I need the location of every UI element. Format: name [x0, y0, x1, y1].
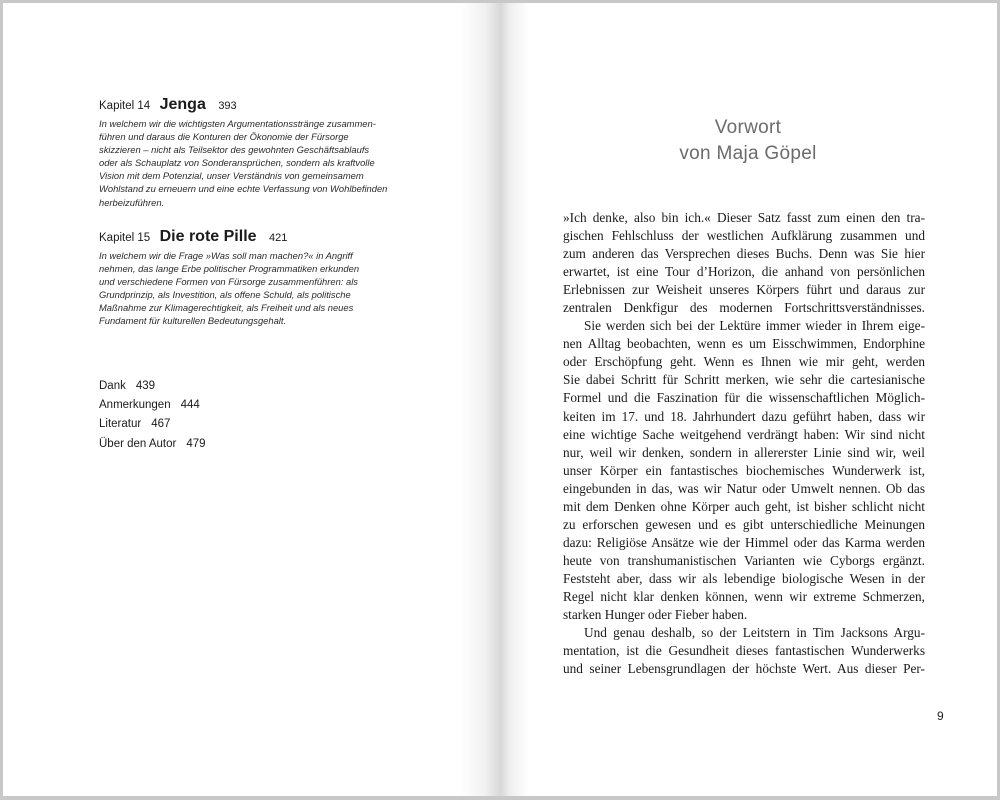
toc-item-label: Über den Autor — [99, 437, 177, 450]
text-line: dazu: Religiöse Ansätze wie der Himmel oder das Karma werden — [563, 534, 925, 550]
toc-chapter-15 — [99, 228, 444, 328]
paragraph — [563, 317, 925, 624]
text-line: Sie werden sich bei der Lektüre immer wieder in Ihrem eige- — [584, 318, 925, 334]
right-page-foreword — [500, 3, 997, 796]
text-line: mit dem Denken ohne Körper auch geht, ist bisher schlicht nicht — [563, 498, 925, 514]
toc-chapter-14 — [99, 96, 444, 209]
description-line: skizzieren – nicht als Teilsektor des gewohnten Geschäftsablaufs — [99, 144, 370, 156]
toc-item-ueber-den-autor — [99, 435, 319, 454]
left-page-table-of-contents — [3, 3, 500, 796]
toc-item-label: Anmerkungen — [99, 399, 171, 412]
text-line: Erlebnissen zur Weisheit unseres Körpers führt und daraus zur — [563, 282, 925, 298]
text-line: unser Körper ein fantastisches biochemisches Wunderwerk ist, — [563, 462, 925, 478]
description-line: Wohlstand zu erneuern und eine echte Verfassung von Wohlbefinden — [99, 183, 388, 195]
toc-item-page: 467 — [151, 418, 171, 431]
description-line: oder als Schauplatz von Sonderansprüchen, sondern als kraftvolle — [99, 157, 375, 169]
text-line: nur, weil wir denken, sondern in allererster Linie sind wir, weil — [563, 444, 925, 460]
foreword-author: von Maja Göpel — [679, 143, 817, 164]
toc-item-literatur — [99, 415, 319, 434]
text-line: gischen Fehlschluss der westlichen Aufklärung zusammen und — [563, 228, 925, 244]
description-line: und verschiedene Formen von Fürsorge zusammenführen: als — [99, 276, 358, 288]
text-line: eingebunden in das, was wir Natur oder Umwelt nennen. Ob das — [563, 480, 925, 496]
toc-item-label: Literatur — [99, 418, 142, 431]
toc-item-anmerkungen — [99, 396, 319, 415]
text-line: Feststeht aber, dass wir als lebendige biologische Wesen in der — [563, 570, 925, 586]
text-line: Formel und die Faszination für die wissenschaftlichen Möglich- — [563, 390, 925, 406]
book-spread — [3, 3, 997, 796]
foreword-body — [563, 209, 925, 678]
text-line: Sie dabei Schritt für Schritt merken, wie sehr die cartesianische — [563, 372, 925, 388]
chapter-description — [99, 117, 444, 209]
description-line: Fundament für kulturellen Bedeutungsgehalt. — [99, 315, 287, 327]
text-line: keiten im 17. und 18. Jahrhundert dazu geführt haben, dass wir — [563, 408, 925, 424]
chapter-heading — [99, 96, 444, 114]
paragraph — [563, 209, 925, 317]
chapter-heading — [99, 228, 444, 246]
description-line: führen und daraus die Konturen der Ökonomie der Fürsorge — [99, 131, 349, 143]
paragraph — [563, 624, 925, 678]
toc-backmatter-list — [99, 377, 319, 454]
text-line: und seiner Lebensgrundlagen der höchste Wert. Aus dieser Per- — [563, 661, 925, 677]
description-line: Vision mit dem Potenzial, unser Verständnis von gemeinsamem — [99, 170, 364, 182]
text-line: zum anderen das Versprechen dieses Buchs. Denn was Sie hier — [563, 246, 925, 262]
chapter-page-number: 421 — [268, 232, 288, 244]
chapter-label: Kapitel 15 — [99, 232, 151, 244]
text-line: Und genau deshalb, so der Leitstern in Tim Jacksons Argu- — [584, 625, 925, 641]
text-line: »Ich denke, also bin ich.« Dieser Satz fasst zum einen den tra- — [563, 210, 925, 225]
foreword-title: Vorwort — [714, 117, 782, 138]
chapter-page-number: 393 — [218, 100, 237, 112]
text-line: heute von transhumanistischen Varianten wie Cyborgs ergänzt. — [563, 552, 925, 568]
chapter-label: Kapitel 14 — [99, 100, 151, 112]
description-line: In welchem wir die Frage »Was soll man machen?« in Angriff — [99, 250, 353, 261]
text-line: oder Erschöpfung geht. Wenn es Ihnen wie mir geht, werden — [563, 354, 925, 370]
text-line: starken Hunger oder Fieber haben. — [563, 607, 748, 623]
chapter-title: Jenga — [159, 96, 206, 113]
toc-item-page: 439 — [135, 380, 156, 392]
text-line: zu erforschen gewesen und es gibt unterschiedliche Meinungen — [563, 516, 925, 532]
toc-item-label: Dank — [99, 380, 126, 392]
description-line: nehmen, das lange Erbe politischer Programmatiken erkunden — [99, 263, 360, 275]
text-line: mentation, ist die Gesundheit dieses fantastischen Wunderwerks — [563, 643, 925, 659]
description-line: In welchem wir die wichtigsten Argumentationsstränge zusammen- — [99, 118, 376, 129]
text-line: eine wichtige Sache weitgehend verdrängt haben: Wir sind nicht — [563, 426, 925, 442]
foreword-heading — [648, 115, 848, 167]
text-line: nen Alltag beobachten, wenn es um Eisschwimmen, Endorphine — [563, 336, 925, 352]
chapter-description — [99, 249, 444, 328]
description-line: herbeizuführen. — [99, 196, 165, 208]
text-line: zentralen Denkfigur des modernen Fortschrittsverständnisses. — [563, 300, 925, 316]
toc-item-page: 479 — [186, 437, 206, 450]
description-line: Maßnahme zur Klimagerechtigkeit, als Freiheit und als neues — [99, 302, 354, 314]
text-line: erwartet, ist eine Tour d’Horizon, die anhand von persönlichen — [563, 264, 925, 280]
toc-item-dank — [99, 377, 319, 396]
text-line: Regel nicht klar denken können, wenn wir extreme Schmerzen, — [563, 588, 925, 604]
page-number: 9 — [937, 709, 944, 723]
toc-item-page: 444 — [180, 399, 200, 412]
description-line: Grundprinzip, als Investition, als offene Schuld, als politische — [99, 289, 351, 301]
chapter-title: Die rote Pille — [159, 228, 257, 245]
